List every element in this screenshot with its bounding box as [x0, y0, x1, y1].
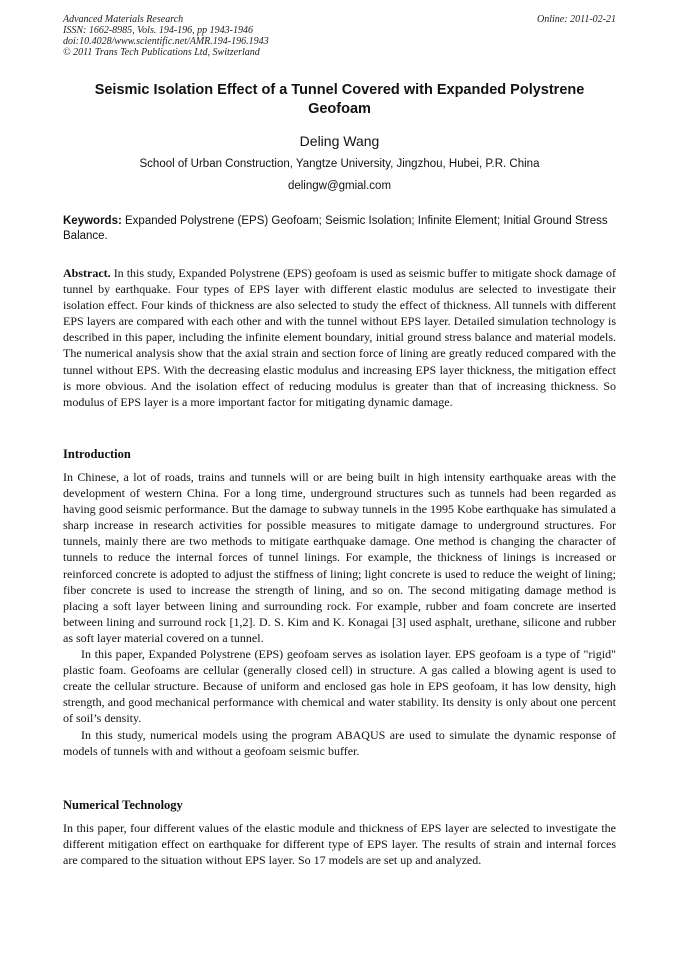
journal-doi: doi:10.4028/www.scientific.net/AMR.194-196.1943 [63, 36, 269, 47]
journal-issn: ISSN: 1662-8985, Vols. 194-196, pp 1943-1946 [63, 25, 253, 36]
journal-header [63, 14, 616, 58]
journal-name: Advanced Materials Research [63, 14, 184, 25]
abstract-text: In this study, Expanded Polystrene (EPS) geofoam is used as seismic buffer to mitigate shock damage of tunnel by earthquake. Four types of EPS layer with different elastic modulus are selected to investigate their isolation effect. Four kinds of thickness are also selected to study the effect of thickness. All tunnels with different EPS layers are compared with each other and with the tunnel without EPS layer. Detailed simulation technology is described in this paper, including the infinite element boundary, initial ground stress balance and material models. The numerical analysis show that the axial strain and section force of lining are greatly reduced compared with the tunnel without EPS. With the decreasing elastic modulus and increasing EPS layer thickness, the mitigation effect is more obvious. And the isolation effect of reducing modulus is greater than that of increasing thickness. So modulus of EPS layer is a more important factor for mitigating dynamic damage. [63, 266, 617, 409]
abstract [63, 265, 616, 410]
paper-title: Seismic Isolation Effect of a Tunnel Covered with Expanded Polystrene Geofoam [94, 82, 585, 117]
online-date: Online: 2011-02-21 [537, 14, 616, 25]
introduction-paragraph-3: In this study, numerical models using the program ABAQUS are used to simulate the dynamic response of models of tunnels with and without a geofoam seismic buffer. [63, 727, 616, 758]
introduction-paragraph-1: In Chinese, a lot of roads, trains and tunnels will or are being built in high intensity earthquake areas with the development of western China. For a long time, underground structures such as tunnels had been regarded as having good seismic performance. But the damage to subway tunnels in the 1995 Kobe earthquake has simulated a sharp increase in research activities for possible measures to mitigate damage to underground structures. For tunnels, mainly there are two methods to mitigate earthquake damage. One method is changing the character of tunnels to reduce the internal forces of tunnel linings. For example, the thickness of linings is increased or reinforced concrete is adopted to adjust the stiffness of lining; light concrete is used to reduce the weight of lining; fiber concrete is used to increase the strength of lining, and so on. The second mitigating damage method is placing a soft layer between lining and surrounding rock. For example, rubber and foam concrete are inserted between lining and surround rock [1,2]. D. S. Kim and K. Konagai [3] used asphalt, urethane, silicone and rubber as soft layer material covered on a tunnel. [63, 470, 616, 645]
author-affiliation: School of Urban Construction, Yangtze University, Jingzhou, Hubei, P.R. China [139, 158, 540, 170]
author-email: delingw@gmial.com [287, 180, 392, 192]
introduction-paragraph-2: In this paper, Expanded Polystrene (EPS) geofoam serves as isolation layer. EPS geofoam is a type of "rigid" plastic foam. Geofoams are cellular (generally closed cell) in structure. A gas called a blowing agent is used to create the cellular structure. Because of uniform and enclosed gas hole in EPS geofoam, it has low density, high strength, and good mechanical performance with chemical and water stability. Its density is only about one percent of soil’s density. [63, 647, 616, 726]
introduction-heading: Introduction [63, 447, 131, 461]
numerical-technology-paragraph: In this paper, four different values of the elastic module and thickness of EPS layer are selected to investigate the different mitigation effect on earthquake for different type of EPS layer. The results of strain and internal forces are compared to the situation without EPS layer. So 17 models are set up and analyzed. [63, 821, 616, 868]
keywords [63, 214, 616, 244]
abstract-label: Abstract. [63, 266, 111, 280]
journal-copyright: © 2011 Trans Tech Publications Ltd, Switzerland [63, 47, 260, 58]
numerical-technology-heading: Numerical Technology [63, 798, 183, 812]
keywords-label: Keywords: [63, 215, 122, 227]
paper-author: Deling Wang [299, 133, 380, 149]
keywords-text: Expanded Polystrene (EPS) Geofoam; Seismic Isolation; Infinite Element; Initial Ground Stress Balance. [63, 215, 608, 242]
introduction-section [63, 469, 616, 759]
